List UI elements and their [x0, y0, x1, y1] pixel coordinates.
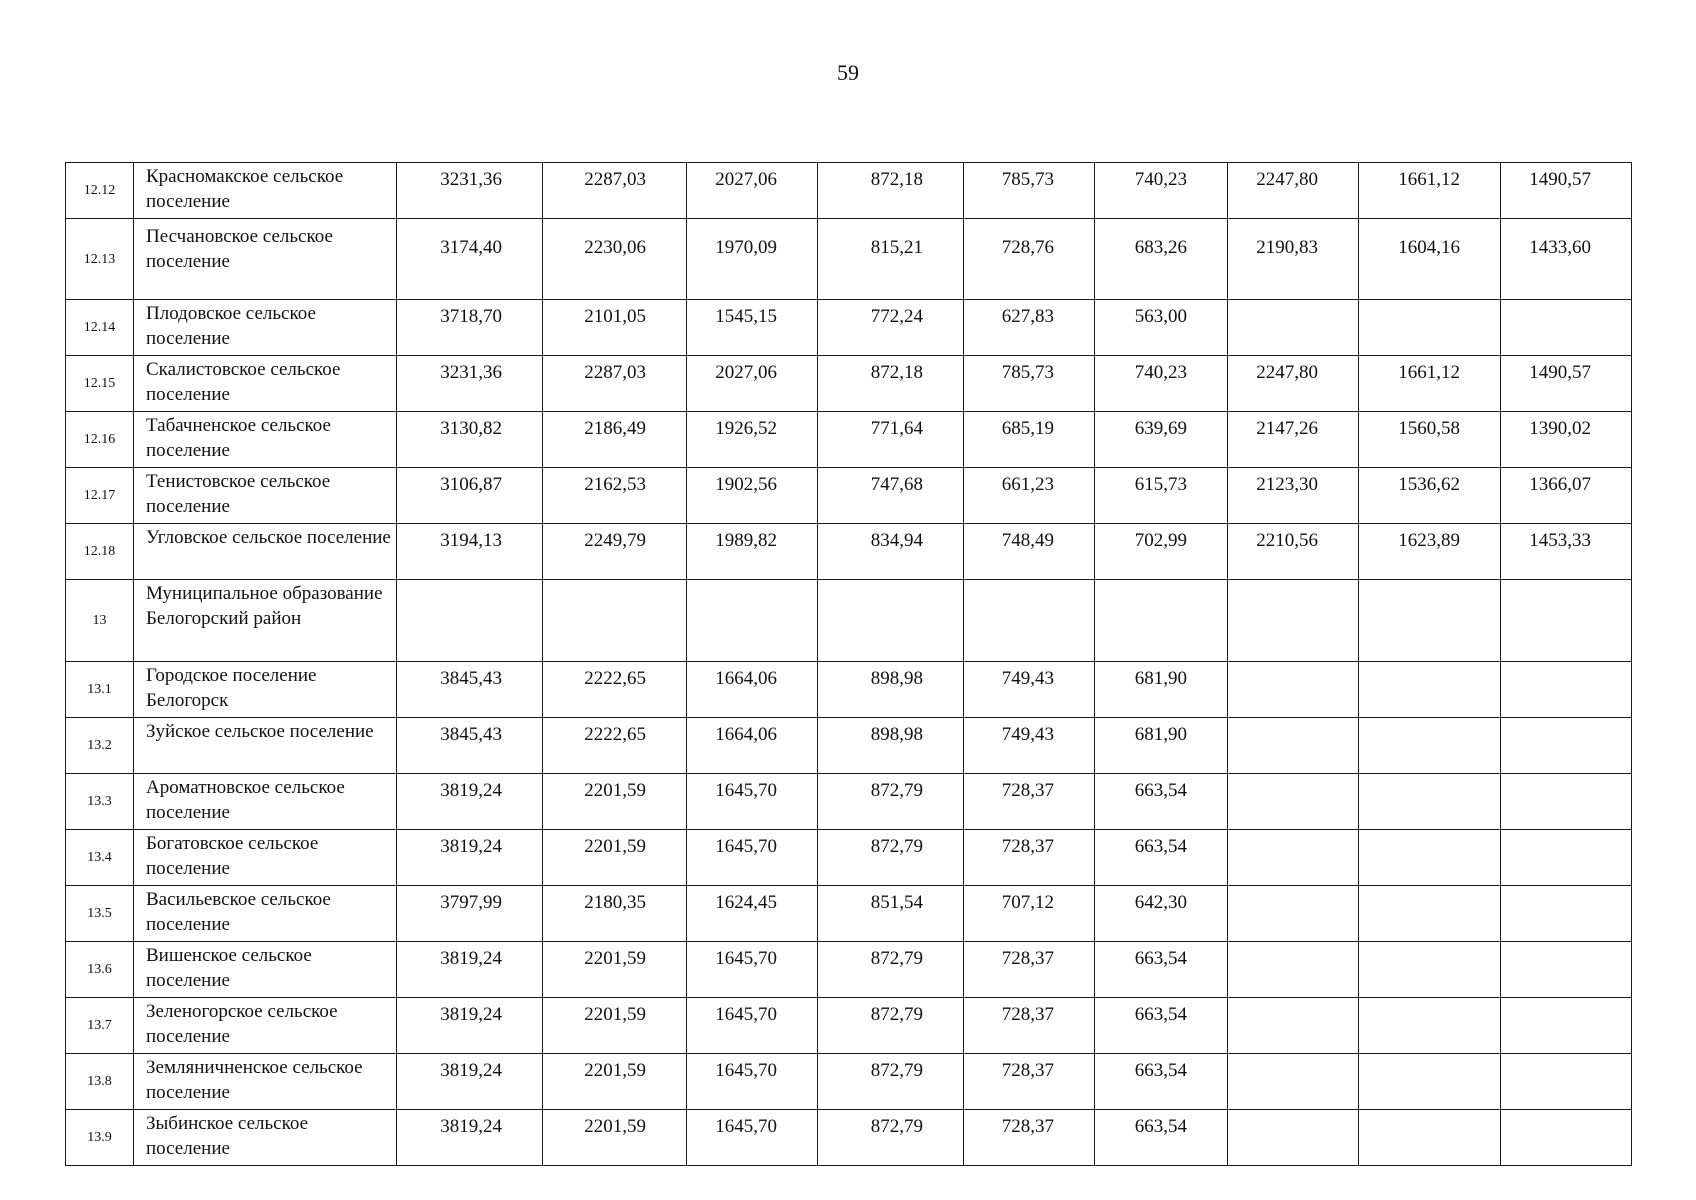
value-cell-6: 663,54	[1095, 1110, 1228, 1166]
value-cell-2: 2201,59	[543, 1054, 687, 1110]
value-cell-4: 872,18	[818, 163, 964, 219]
value-cell-3: 1645,70	[687, 774, 818, 830]
value-cell-3: 1645,70	[687, 1110, 818, 1166]
value-cell-5: 748,49	[964, 524, 1095, 580]
value-cell-7: 2247,80	[1228, 356, 1359, 412]
value-cell-8	[1359, 580, 1501, 662]
settlement-name-cell: Тенистовское сельское поселение	[134, 468, 397, 524]
value-cell-7	[1228, 886, 1359, 942]
value-cell-4: 898,98	[818, 718, 964, 774]
settlement-name-cell: Зеленогорское сельское поселение	[134, 998, 397, 1054]
value-cell-9	[1501, 300, 1632, 356]
value-cell-1: 3797,99	[397, 886, 543, 942]
value-cell-3: 2027,06	[687, 356, 818, 412]
value-cell-5: 728,37	[964, 774, 1095, 830]
value-cell-2: 2201,59	[543, 830, 687, 886]
table-row	[66, 300, 1632, 356]
row-number-cell: 12.16	[66, 412, 134, 468]
value-cell-2: 2201,59	[543, 774, 687, 830]
value-cell-1	[397, 580, 543, 662]
settlement-name-cell: Зуйское сельское поселение	[134, 718, 397, 774]
value-cell-5: 685,19	[964, 412, 1095, 468]
value-cell-6: 663,54	[1095, 1054, 1228, 1110]
value-cell-4: 872,18	[818, 356, 964, 412]
row-number-cell: 13.3	[66, 774, 134, 830]
value-cell-1: 3819,24	[397, 998, 543, 1054]
value-cell-4: 815,21	[818, 219, 964, 300]
value-cell-2: 2180,35	[543, 886, 687, 942]
table-row	[66, 412, 1632, 468]
value-cell-5: 661,23	[964, 468, 1095, 524]
value-cell-2: 2287,03	[543, 356, 687, 412]
value-cell-4: 872,79	[818, 830, 964, 886]
value-cell-5: 627,83	[964, 300, 1095, 356]
value-cell-4: 898,98	[818, 662, 964, 718]
value-cell-9: 1490,57	[1501, 163, 1632, 219]
settlement-name-cell: Скалистовское сельское поселение	[134, 356, 397, 412]
value-cell-3: 1645,70	[687, 1054, 818, 1110]
value-cell-1: 3174,40	[397, 219, 543, 300]
settlement-name-cell: Угловское сельское поселение	[134, 524, 397, 580]
row-number-cell: 13.1	[66, 662, 134, 718]
value-cell-9: 1433,60	[1501, 219, 1632, 300]
table-row	[66, 662, 1632, 718]
value-cell-9: 1490,57	[1501, 356, 1632, 412]
table-row	[66, 942, 1632, 998]
table-row	[66, 886, 1632, 942]
value-cell-1: 3845,43	[397, 662, 543, 718]
value-cell-5: 728,76	[964, 219, 1095, 300]
value-cell-5: 749,43	[964, 662, 1095, 718]
value-cell-8: 1623,89	[1359, 524, 1501, 580]
value-cell-2: 2249,79	[543, 524, 687, 580]
value-cell-2: 2287,03	[543, 163, 687, 219]
value-cell-3: 1545,15	[687, 300, 818, 356]
value-cell-5: 728,37	[964, 942, 1095, 998]
value-cell-3: 1989,82	[687, 524, 818, 580]
value-cell-6: 563,00	[1095, 300, 1228, 356]
value-cell-2: 2162,53	[543, 468, 687, 524]
value-cell-1: 3194,13	[397, 524, 543, 580]
value-cell-1: 3231,36	[397, 356, 543, 412]
table-row	[66, 468, 1632, 524]
value-cell-7	[1228, 718, 1359, 774]
value-cell-3: 2027,06	[687, 163, 818, 219]
settlement-name-cell: Красномакское сельское поселение	[134, 163, 397, 219]
value-cell-1: 3819,24	[397, 830, 543, 886]
value-cell-9	[1501, 830, 1632, 886]
value-cell-8: 1560,58	[1359, 412, 1501, 468]
value-cell-4: 834,94	[818, 524, 964, 580]
value-cell-9: 1390,02	[1501, 412, 1632, 468]
value-cell-7	[1228, 830, 1359, 886]
row-number-cell: 13.7	[66, 998, 134, 1054]
settlement-name-cell: Васильевское сельское поселение	[134, 886, 397, 942]
value-cell-9	[1501, 1110, 1632, 1166]
row-number-cell: 13.6	[66, 942, 134, 998]
table-row	[66, 219, 1632, 300]
value-cell-6: 681,90	[1095, 662, 1228, 718]
value-cell-6: 663,54	[1095, 942, 1228, 998]
value-cell-7	[1228, 580, 1359, 662]
table-row	[66, 1110, 1632, 1166]
settlement-name-cell: Богатовское сельское поселение	[134, 830, 397, 886]
table-body	[66, 163, 1632, 1166]
value-cell-1: 3819,24	[397, 1054, 543, 1110]
value-cell-2: 2230,06	[543, 219, 687, 300]
value-cell-6: 663,54	[1095, 998, 1228, 1054]
value-cell-4: 772,24	[818, 300, 964, 356]
value-cell-6: 639,69	[1095, 412, 1228, 468]
row-number-cell: 13.8	[66, 1054, 134, 1110]
value-cell-5: 749,43	[964, 718, 1095, 774]
value-cell-3: 1664,06	[687, 718, 818, 774]
value-cell-8	[1359, 662, 1501, 718]
value-cell-4: 851,54	[818, 886, 964, 942]
value-cell-8	[1359, 830, 1501, 886]
value-cell-8: 1604,16	[1359, 219, 1501, 300]
value-cell-5: 785,73	[964, 163, 1095, 219]
settlement-name-cell: Плодовское сельское поселение	[134, 300, 397, 356]
value-cell-5	[964, 580, 1095, 662]
value-cell-1: 3819,24	[397, 1110, 543, 1166]
value-cell-8: 1661,12	[1359, 163, 1501, 219]
value-cell-5: 707,12	[964, 886, 1095, 942]
value-cell-1: 3106,87	[397, 468, 543, 524]
table-row	[66, 580, 1632, 662]
value-cell-7: 2247,80	[1228, 163, 1359, 219]
table-row	[66, 356, 1632, 412]
value-cell-9	[1501, 886, 1632, 942]
value-cell-7	[1228, 942, 1359, 998]
value-cell-7	[1228, 998, 1359, 1054]
value-cell-6: 740,23	[1095, 356, 1228, 412]
row-number-cell: 12.15	[66, 356, 134, 412]
value-cell-6	[1095, 580, 1228, 662]
value-cell-5: 785,73	[964, 356, 1095, 412]
value-cell-2	[543, 580, 687, 662]
value-cell-9	[1501, 662, 1632, 718]
table-row	[66, 830, 1632, 886]
settlement-name-cell: Ароматновское сельское поселение	[134, 774, 397, 830]
row-number-cell: 12.18	[66, 524, 134, 580]
value-cell-1: 3819,24	[397, 774, 543, 830]
settlement-name-cell: Песчановское сельское поселение	[134, 219, 397, 300]
table-row	[66, 774, 1632, 830]
value-cell-5: 728,37	[964, 1110, 1095, 1166]
value-cell-9	[1501, 718, 1632, 774]
row-number-cell: 13.9	[66, 1110, 134, 1166]
value-cell-2: 2222,65	[543, 718, 687, 774]
value-cell-3	[687, 580, 818, 662]
row-number-cell: 12.13	[66, 219, 134, 300]
value-cell-7	[1228, 774, 1359, 830]
value-cell-6: 740,23	[1095, 163, 1228, 219]
value-cell-3: 1645,70	[687, 942, 818, 998]
value-cell-2: 2186,49	[543, 412, 687, 468]
value-cell-2: 2201,59	[543, 942, 687, 998]
value-cell-6: 663,54	[1095, 774, 1228, 830]
value-cell-8	[1359, 300, 1501, 356]
value-cell-7	[1228, 662, 1359, 718]
value-cell-3: 1970,09	[687, 219, 818, 300]
value-cell-3: 1902,56	[687, 468, 818, 524]
value-cell-8	[1359, 1054, 1501, 1110]
value-cell-9: 1453,33	[1501, 524, 1632, 580]
value-cell-7	[1228, 1054, 1359, 1110]
value-cell-8	[1359, 998, 1501, 1054]
value-cell-4: 771,64	[818, 412, 964, 468]
value-cell-4: 747,68	[818, 468, 964, 524]
value-cell-4: 872,79	[818, 942, 964, 998]
value-cell-4: 872,79	[818, 998, 964, 1054]
value-cell-3: 1624,45	[687, 886, 818, 942]
value-cell-4: 872,79	[818, 774, 964, 830]
value-cell-8	[1359, 886, 1501, 942]
value-cell-7: 2123,30	[1228, 468, 1359, 524]
value-cell-1: 3819,24	[397, 942, 543, 998]
value-cell-9	[1501, 774, 1632, 830]
row-number-cell: 12.14	[66, 300, 134, 356]
value-cell-3: 1664,06	[687, 662, 818, 718]
value-cell-5: 728,37	[964, 830, 1095, 886]
value-cell-9	[1501, 942, 1632, 998]
settlement-name-cell: Зыбинское сельское поселение	[134, 1110, 397, 1166]
page-number: 59	[837, 60, 859, 85]
row-number-cell: 12.17	[66, 468, 134, 524]
value-cell-2: 2201,59	[543, 998, 687, 1054]
value-cell-9	[1501, 1054, 1632, 1110]
value-cell-6: 642,30	[1095, 886, 1228, 942]
row-number-cell: 13.2	[66, 718, 134, 774]
table-row	[66, 524, 1632, 580]
table-row	[66, 1054, 1632, 1110]
row-number-cell: 13	[66, 580, 134, 662]
value-cell-6: 681,90	[1095, 718, 1228, 774]
value-cell-2: 2201,59	[543, 1110, 687, 1166]
value-cell-2: 2101,05	[543, 300, 687, 356]
value-cell-1: 3718,70	[397, 300, 543, 356]
value-cell-2: 2222,65	[543, 662, 687, 718]
value-cell-9	[1501, 580, 1632, 662]
value-cell-1: 3130,82	[397, 412, 543, 468]
value-cell-5: 728,37	[964, 1054, 1095, 1110]
tariff-table	[65, 162, 1632, 1166]
settlement-name-cell: Земляничненское сельское поселение	[134, 1054, 397, 1110]
value-cell-3: 1926,52	[687, 412, 818, 468]
value-cell-3: 1645,70	[687, 830, 818, 886]
settlement-name-cell: Вишенское сельское поселение	[134, 942, 397, 998]
value-cell-8	[1359, 942, 1501, 998]
value-cell-7: 2210,56	[1228, 524, 1359, 580]
value-cell-3: 1645,70	[687, 998, 818, 1054]
value-cell-1: 3231,36	[397, 163, 543, 219]
value-cell-8	[1359, 1110, 1501, 1166]
value-cell-1: 3845,43	[397, 718, 543, 774]
value-cell-6: 663,54	[1095, 830, 1228, 886]
value-cell-8	[1359, 718, 1501, 774]
value-cell-7	[1228, 300, 1359, 356]
settlement-name-cell: Городское поселение Белогорск	[134, 662, 397, 718]
row-number-cell: 13.5	[66, 886, 134, 942]
value-cell-4: 872,79	[818, 1110, 964, 1166]
row-number-cell: 13.4	[66, 830, 134, 886]
settlement-name-cell: Табачненское сельское поселение	[134, 412, 397, 468]
value-cell-6: 702,99	[1095, 524, 1228, 580]
value-cell-7: 2190,83	[1228, 219, 1359, 300]
value-cell-4: 872,79	[818, 1054, 964, 1110]
value-cell-8: 1536,62	[1359, 468, 1501, 524]
value-cell-4	[818, 580, 964, 662]
table-row	[66, 718, 1632, 774]
value-cell-8	[1359, 774, 1501, 830]
value-cell-9: 1366,07	[1501, 468, 1632, 524]
value-cell-5: 728,37	[964, 998, 1095, 1054]
row-number-cell: 12.12	[66, 163, 134, 219]
settlement-name-cell: Муниципальное образование Белогорский район	[134, 580, 397, 662]
table-row	[66, 998, 1632, 1054]
value-cell-8: 1661,12	[1359, 356, 1501, 412]
value-cell-7	[1228, 1110, 1359, 1166]
value-cell-7: 2147,26	[1228, 412, 1359, 468]
value-cell-9	[1501, 998, 1632, 1054]
value-cell-6: 615,73	[1095, 468, 1228, 524]
table-row	[66, 163, 1632, 219]
value-cell-6: 683,26	[1095, 219, 1228, 300]
